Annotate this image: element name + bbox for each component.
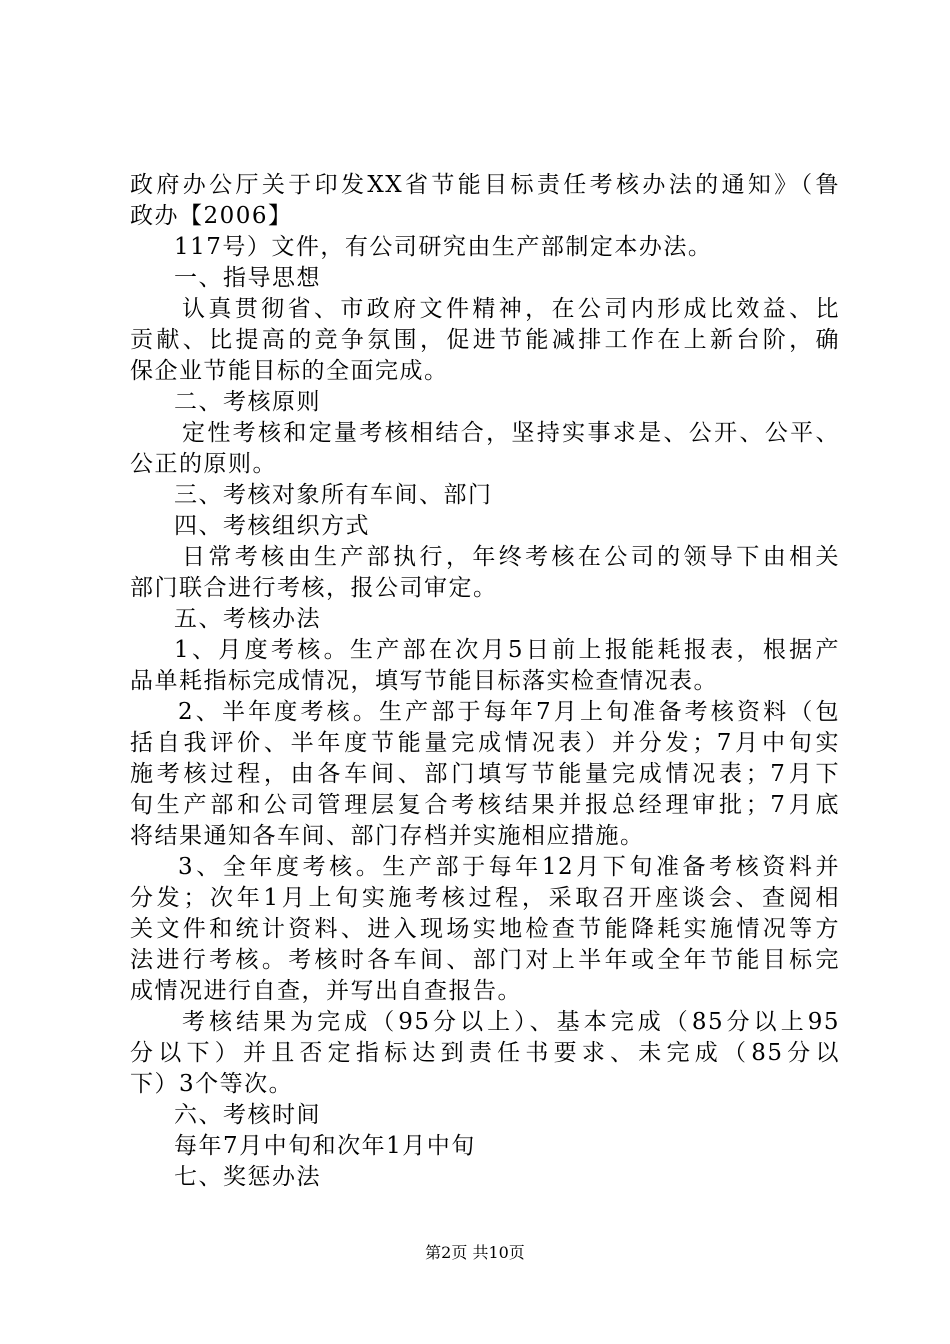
text-line: 括自我评价、半年度节能量完成情况表）并分发；7月中旬实 <box>130 730 840 756</box>
text-line: 六、考核时间 <box>174 1102 321 1128</box>
text-line: 117号）文件，有公司研究由生产部制定本办法。 <box>174 234 713 260</box>
text-line: 政府办公厅关于印发XX省节能目标责任考核办法的通知》（鲁 <box>130 172 840 198</box>
text-line: 认真贯彻省、市政府文件精神，在公司内形成比效益、比 <box>182 296 840 322</box>
text-line: 五、考核办法 <box>174 606 321 632</box>
text-line: 一、指导思想 <box>174 265 321 291</box>
text-line: 定性考核和定量考核相结合，坚持实事求是、公开、公平、 <box>182 420 840 446</box>
text-line: 分以下）并且否定指标达到责任书要求、未完成（85分以 <box>130 1040 840 1066</box>
text-line: 考核结果为完成（95分以上）、基本完成（85分以上95 <box>182 1009 840 1035</box>
text-line: 法进行考核。考核时各车间、部门对上半年或全年节能目标完 <box>130 947 840 973</box>
text-line: 关文件和统计资料、进入现场实地检查节能降耗实施情况等方 <box>130 916 840 942</box>
document-body <box>130 170 840 1193</box>
text-line: 施考核过程，由各车间、部门填写节能量完成情况表；7月下 <box>130 761 840 787</box>
text-line: 二、考核原则 <box>174 389 321 415</box>
text-line: 每年7月中旬和次年1月中旬 <box>174 1133 476 1159</box>
text-line: 成情况进行自查，并写出自查报告。 <box>130 978 522 1004</box>
page-number: 第2页 共10页 <box>425 1243 525 1262</box>
text-line: 日常考核由生产部执行，年终考核在公司的领导下由相关 <box>182 544 840 570</box>
text-line: 1、月度考核。生产部在次月5日前上报能耗报表，根据产 <box>174 637 840 663</box>
text-line: 三、考核对象所有车间、部门 <box>174 482 493 508</box>
text-line: 下）3个等次。 <box>130 1071 294 1097</box>
text-line: 3、全年度考核。生产部于每年12月下旬准备考核资料并 <box>178 854 840 880</box>
text-line: 部门联合进行考核，报公司审定。 <box>130 575 498 601</box>
text-line: 政办【2006】 <box>130 203 293 229</box>
text-line: 分发；次年1月上旬实施考核过程，采取召开座谈会、查阅相 <box>130 885 840 911</box>
text-line: 贡献、比提高的竞争氛围，促进节能减排工作在上新台阶，确 <box>130 327 840 353</box>
text-line: 保企业节能目标的全面完成。 <box>130 358 449 384</box>
text-line: 2、半年度考核。生产部于每年7月上旬准备考核资料（包 <box>178 699 840 725</box>
text-line: 品单耗指标完成情况，填写节能目标落实检查情况表。 <box>130 668 718 694</box>
text-line: 旬生产部和公司管理层复合考核结果并报总经理审批；7月底 <box>130 792 840 818</box>
text-line: 四、考核组织方式 <box>174 513 370 539</box>
text-line: 公正的原则。 <box>130 451 277 477</box>
text-line: 七、奖惩办法 <box>174 1164 321 1190</box>
text-line: 将结果通知各车间、部门存档并实施相应措施。 <box>130 823 645 849</box>
